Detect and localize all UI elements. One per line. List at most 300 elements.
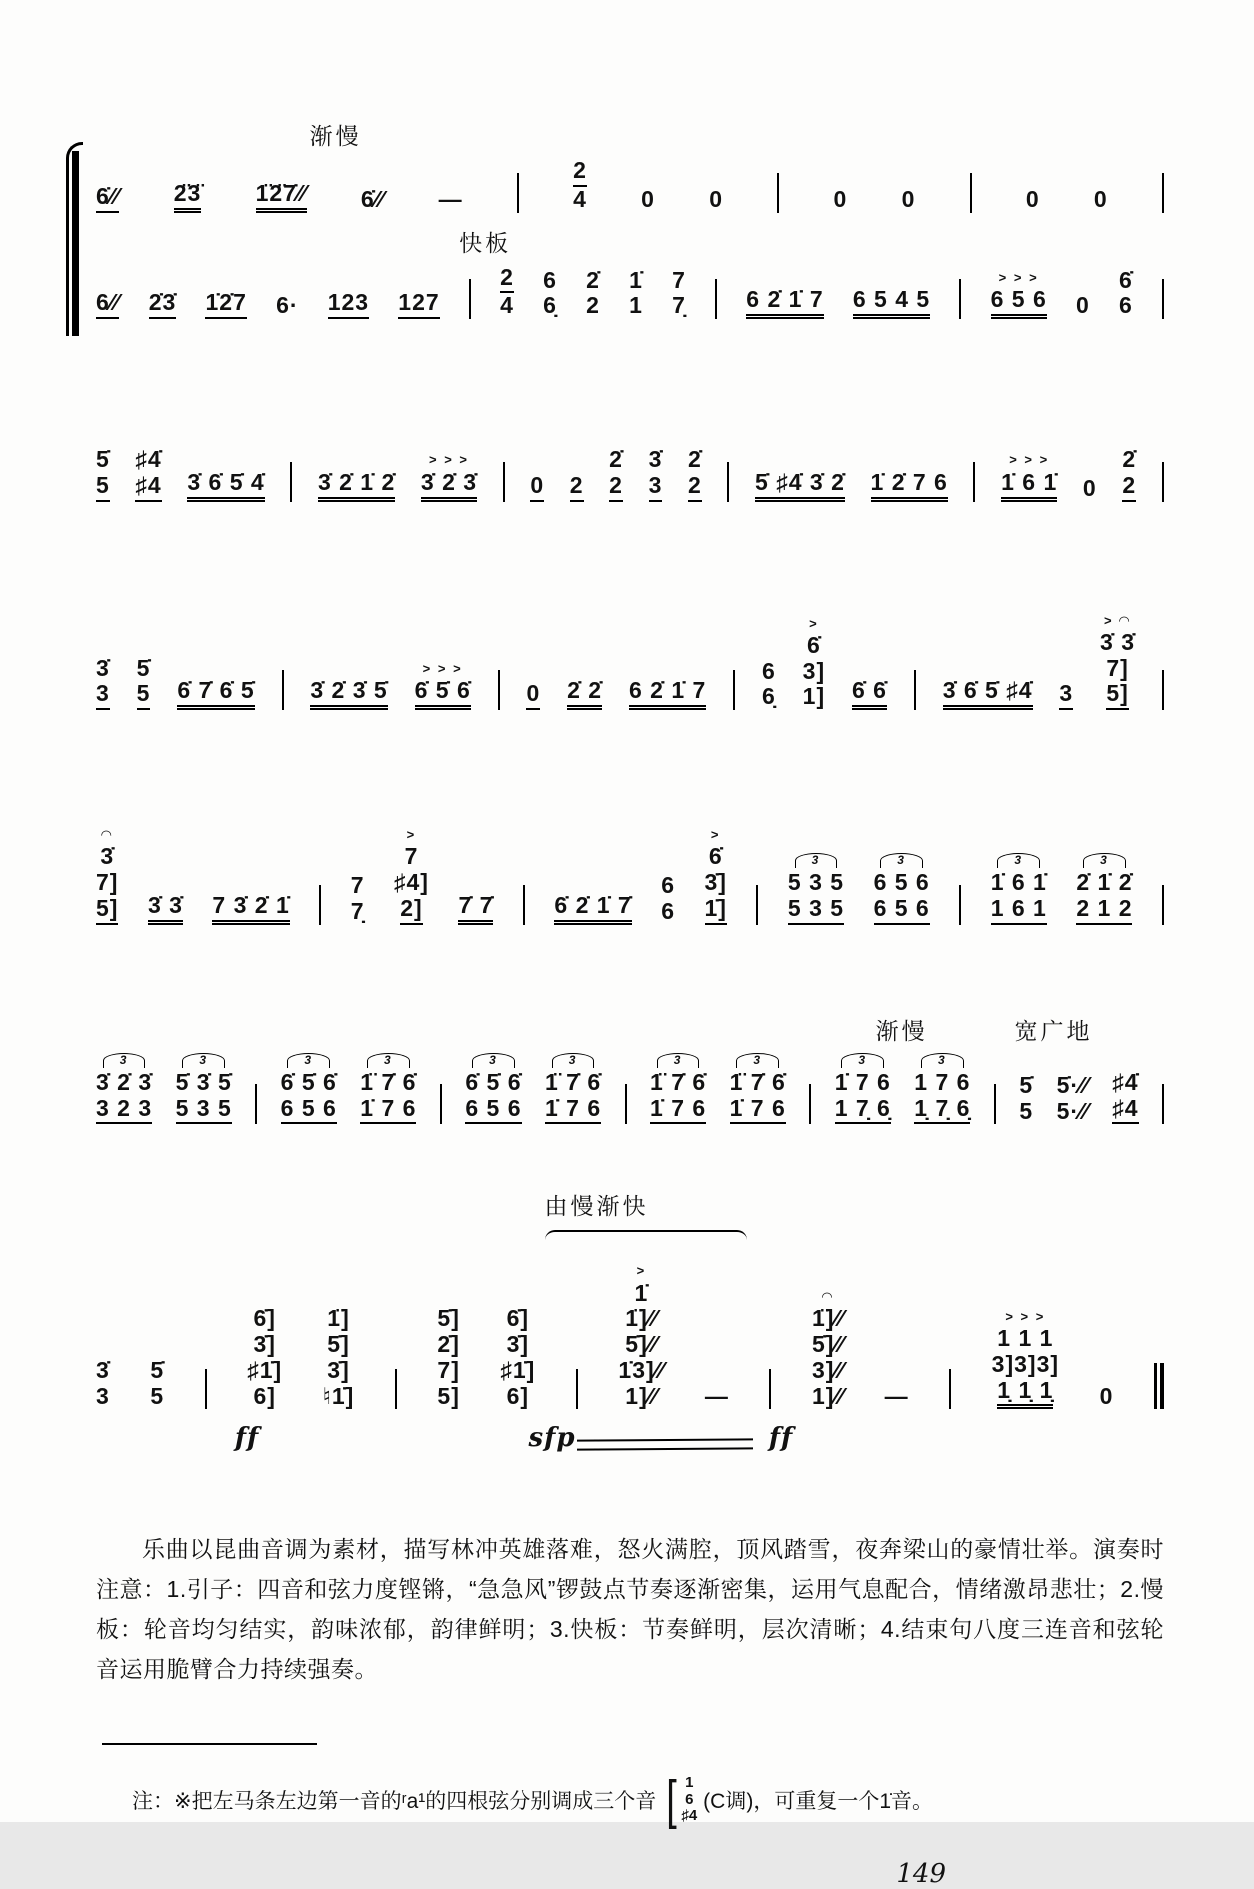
note-line: 5: [137, 681, 151, 710]
footnote-chord-mid: 6: [685, 1790, 694, 1808]
note-token: [465, 1053, 521, 1125]
note-line: 3 2 3: [96, 1096, 152, 1125]
barline: [1162, 670, 1164, 710]
note-token: [328, 290, 369, 319]
note-line: 6 5 6: [991, 287, 1047, 319]
note-line: >: [710, 827, 721, 843]
barline: [1162, 173, 1164, 213]
note-token: [1083, 476, 1097, 502]
note-line: > > >: [998, 269, 1039, 285]
note-line: 3̇ 2̇ 3̇ 5̇: [310, 678, 387, 710]
note-line: 6̇⁄⁄: [96, 184, 119, 213]
note-line: 1̈]⁄⁄: [811, 1305, 845, 1332]
note-line: 6̇]: [253, 1305, 276, 1332]
note-token: [688, 447, 702, 502]
note-line: 6̇: [1118, 266, 1133, 293]
barline: [959, 279, 961, 319]
note-line: 1̇3]⁄⁄: [618, 1356, 665, 1383]
note-line: 3̇ 3̇: [1100, 628, 1136, 655]
tempo-marking: 由慢渐快: [544, 1193, 649, 1220]
note-line: 2 1 2: [1076, 896, 1132, 925]
note-line: 2: [586, 292, 600, 319]
note-line: ♯4: [1112, 1096, 1138, 1125]
note-line: > > >: [428, 452, 469, 468]
note-line: 1̈]: [327, 1305, 350, 1332]
note-line: 2̇ 2̇: [567, 678, 602, 710]
note-token: [361, 187, 384, 213]
note-line: 3̇]: [253, 1331, 276, 1358]
note-line: 0: [526, 681, 540, 710]
note-token: [755, 470, 845, 502]
footnote-rule: [102, 1743, 317, 1745]
note-line: 3̇ 6̇ 5̇ 4̇: [187, 470, 264, 502]
note-line: 5̇]⁄⁄: [625, 1331, 658, 1358]
note-token: [1119, 268, 1133, 320]
note-line: 3: [96, 681, 110, 710]
note-token: [398, 290, 439, 319]
note-line: 6 5 6: [874, 896, 930, 925]
note-token: [803, 617, 825, 711]
note-line: 7̇ 7̇: [458, 893, 493, 925]
staff-row: [96, 229, 1164, 320]
note-token: [1076, 293, 1090, 319]
note-token: [672, 268, 686, 320]
note-token: [526, 681, 540, 710]
note-token: [212, 893, 289, 925]
tempo-marking: 渐慢: [875, 1017, 928, 1044]
note-line: 6⁄⁄: [96, 290, 119, 319]
note-token: [148, 893, 183, 925]
note-line: 1: [629, 292, 643, 319]
note-line: 7̣: [350, 897, 365, 924]
note-line: 7: [672, 266, 686, 293]
note-line: 1̈ 7̇ 6̇: [729, 1068, 786, 1095]
note-token: [205, 290, 246, 319]
barline: [625, 1084, 627, 1124]
barline: [523, 885, 525, 925]
note-token: [788, 853, 844, 925]
note-line: 6̇ 5̇ 6̇: [465, 1068, 522, 1095]
description-paragraph: 乐曲以昆曲音调为素材，描写林冲英雄落难，怒火满腔，顶风踏雪，夜奔梁山的豪情壮举。演奏时注意：1.引子：四音和弦力度铿锵，“急急风”锣鼓点节奏逐渐密集，运用气息配合，情绪激昂悲壮；2.慢板：轮音均匀结实，韵味浓郁，韵律鲜明；3.快板：节奏鲜明，层次清晰；4.结束句八度三连音和弦轮音运用脆臂合力持续强奏。: [96, 1536, 1164, 1683]
note-line: 1̇ 2̇ 7 6: [871, 470, 948, 502]
note-line: 1̇2̇7: [205, 290, 246, 319]
note-line: 6: [661, 872, 676, 899]
note-line: —: [704, 1382, 729, 1409]
note-line: 6]: [253, 1382, 276, 1409]
note-line: 5̇]⁄⁄: [811, 1331, 845, 1358]
footnote-chord: [681, 1775, 697, 1825]
note-line: 5̇ 3̇ 5̇: [175, 1068, 232, 1095]
note-line: ♯4: [135, 473, 161, 502]
note-line: 3: [880, 853, 923, 868]
note-line: 2: [573, 158, 587, 187]
note-token: [96, 1053, 152, 1125]
note-line: 7]: [1106, 654, 1129, 681]
note-token: [1100, 614, 1135, 711]
note-line: 0: [709, 185, 724, 212]
footnote: 注：※把左马条左边第一音的ʳa¹的四根弦分别调成三个音 [ 1 6 ♯4 (C调)，可重复一个1̇音。: [132, 1770, 934, 1831]
note-line: 1̇ 7 6: [650, 1096, 706, 1125]
note-token: [318, 470, 395, 502]
note-token: [835, 1053, 891, 1125]
note-token: [543, 268, 557, 320]
note-line: 3̇ 6̇ 5̇ ♯4̇: [943, 678, 1033, 710]
footnote-suffix: (C调)，可重复一个1̇音。: [703, 1790, 934, 1814]
note-token: [415, 662, 471, 710]
note-line: 1̈ 7̇ 6̇: [360, 1068, 417, 1095]
barline: [517, 173, 519, 213]
note-line: 5̇]: [437, 1305, 460, 1332]
note-token: [730, 1053, 786, 1125]
note-line: >: [406, 827, 417, 843]
note-token: [500, 265, 514, 320]
note-line: 0: [833, 185, 848, 212]
note-line: 5 3 5: [787, 869, 845, 896]
note-line: 3: [657, 1053, 700, 1068]
note-token: [1001, 453, 1057, 501]
note-line: 1̇ 7 6: [730, 1096, 786, 1125]
staff-row: [96, 614, 1164, 711]
note-line: 1̇ 7 6: [834, 1068, 891, 1095]
barline: [395, 1369, 397, 1409]
note-token: [885, 1384, 909, 1410]
note-line: 2: [688, 473, 702, 502]
note-token: [351, 873, 365, 925]
note-line: 7]: [437, 1356, 460, 1383]
note-line: 3: [841, 1053, 884, 1068]
system-4: [96, 828, 1164, 925]
note-token: [96, 656, 110, 711]
note-line: 6̇]: [506, 1305, 530, 1332]
note-line: 3]3]3]: [991, 1350, 1060, 1377]
note-token: [421, 453, 477, 501]
note-line: 3̇ 2̇ 1̇ 2̇: [318, 470, 395, 502]
note-line: 3: [921, 1053, 964, 1068]
system-3: [96, 614, 1164, 711]
note-line: —: [884, 1382, 909, 1409]
note-token: [650, 1053, 706, 1125]
note-line: 5̇]: [327, 1331, 350, 1358]
note-token: [256, 181, 307, 213]
note-line: 3: [997, 853, 1040, 868]
note-line: 3̇: [648, 446, 663, 472]
note-line: 7: [350, 872, 365, 899]
barline: [469, 279, 471, 319]
crescendo-wedge: [577, 1439, 753, 1451]
note-token: [618, 1264, 664, 1409]
dynamic-marking: ff: [768, 1423, 794, 1454]
staff-row: [96, 447, 1164, 502]
note-line: 1]⁄⁄: [625, 1382, 658, 1409]
note-token: [310, 678, 387, 710]
note-line: 1̇]: [705, 896, 727, 925]
note-line: 2̇]: [437, 1331, 460, 1358]
page-number: 149: [896, 1858, 946, 1889]
note-token: [914, 1053, 970, 1125]
barline: [1162, 885, 1164, 925]
final-barline: [1154, 1363, 1164, 1409]
barline: [970, 173, 972, 213]
note-token: [187, 470, 264, 502]
barline: [1162, 279, 1164, 319]
barline: [809, 1084, 811, 1124]
barline: [914, 670, 916, 710]
note-line: 5: [96, 473, 110, 502]
note-line: 6̇: [708, 843, 723, 870]
system-5: [96, 1017, 1164, 1125]
note-line: 1 7 6: [914, 1068, 971, 1095]
note-line: 6 5 6: [465, 1096, 521, 1125]
note-line: 7 3̇ 2̇ 1̇: [212, 893, 289, 925]
note-line: > > >: [1005, 1308, 1046, 1324]
note-line: 2]: [400, 896, 422, 925]
note-line: 1̇ 6 1̇: [990, 869, 1047, 896]
tempo-marking: 宽广地: [1014, 1017, 1093, 1044]
note-token: [135, 447, 161, 502]
barline: [498, 670, 500, 710]
barline: [727, 462, 729, 502]
barline: [319, 885, 321, 925]
barline: [205, 1369, 207, 1409]
barline: [715, 279, 717, 319]
system-brace: [66, 142, 83, 336]
system-2: [96, 447, 1164, 502]
barline: [994, 1084, 996, 1124]
note-line: 1̇ 7 6: [545, 1096, 601, 1125]
note-token: [323, 1306, 355, 1409]
note-line: 1̣ 7̣ 6̣: [914, 1096, 970, 1125]
note-line: 5]: [437, 1382, 460, 1409]
note-line: 0: [1025, 185, 1040, 212]
note-line: 2̇: [609, 446, 623, 472]
note-line: 2̇: [586, 266, 600, 293]
note-line: > ◠: [1103, 612, 1132, 628]
note-token: [276, 293, 298, 319]
note-token: [530, 473, 544, 502]
score: [96, 123, 1164, 1454]
note-line: 127: [398, 290, 439, 319]
note-line: 6̇ 5̇ 6̇: [280, 1068, 337, 1095]
note-line: 1̈]⁄⁄: [625, 1305, 658, 1332]
barline: [255, 1084, 257, 1124]
note-line: 1]⁄⁄: [811, 1382, 845, 1409]
note-line: 6: [661, 897, 676, 924]
note-line: 5]: [1106, 681, 1128, 710]
barline: [973, 462, 975, 502]
system-6: [96, 1193, 1164, 1454]
note-line: ♯1̇]: [500, 1356, 536, 1383]
tempo-marking: 快板: [459, 229, 512, 256]
note-token: [437, 1306, 459, 1409]
barline: [756, 885, 758, 925]
note-line: 5 3 5: [176, 1096, 232, 1125]
note-token: [629, 678, 706, 710]
note-line: 6 5 6: [281, 1096, 337, 1125]
note-token: [96, 290, 119, 319]
dynamic-marking: ff: [234, 1423, 260, 1454]
note-line: 3: [649, 473, 663, 502]
note-line: 1]: [802, 683, 826, 710]
note-line: 0: [530, 473, 544, 502]
staff-row: [96, 1193, 1164, 1409]
note-line: 0: [641, 185, 655, 212]
note-token: [1122, 447, 1136, 502]
note-line: 1̇ 6 1̇: [1001, 470, 1057, 502]
note-token: [281, 1053, 337, 1125]
note-token: [992, 1310, 1059, 1410]
barline: [576, 1369, 578, 1409]
note-line: 3̇: [96, 1356, 110, 1383]
note-line: 3̇]: [506, 1331, 530, 1358]
note-line: 3̇: [100, 843, 115, 870]
note-token: [567, 678, 602, 710]
barline: [503, 462, 505, 502]
note-line: 0: [1075, 292, 1090, 319]
note-line: 3: [103, 1053, 146, 1068]
note-line: 6 5 4 5: [853, 287, 930, 319]
note-line: 6 2̇ 1̇ 7: [629, 678, 706, 710]
note-line: 5]: [96, 896, 118, 925]
note-line: 6]: [506, 1382, 530, 1409]
note-line: 2: [570, 473, 584, 502]
note-token: [360, 1053, 416, 1125]
note-token: [177, 678, 254, 710]
note-line: 6·: [276, 292, 299, 319]
note-line: 5·⁄⁄: [1056, 1097, 1089, 1124]
note-token: [609, 447, 623, 502]
note-line: 5̇ ♯4̇ 3̇ 2̇: [755, 470, 845, 502]
note-line: 4: [500, 292, 514, 319]
note-token: [176, 1053, 232, 1125]
barline: [733, 670, 735, 710]
note-line: 3̇: [96, 654, 110, 681]
note-line: 2̇: [1122, 446, 1137, 472]
note-token: [871, 470, 948, 502]
note-line: 0: [1093, 185, 1108, 212]
note-line: 2: [500, 265, 514, 294]
note-token: [96, 1358, 110, 1410]
note-line: 1 1 1: [997, 1325, 1054, 1352]
note-line: 3: [736, 1053, 779, 1068]
note-line: 0: [901, 185, 916, 212]
note-line: 2: [1122, 473, 1136, 502]
barline: [1162, 462, 1164, 502]
note-token: [709, 187, 723, 213]
note-token: [545, 1053, 601, 1125]
note-token: [500, 1306, 535, 1409]
note-token: [96, 184, 119, 213]
note-line: 1̈ 7̇ 6̇: [650, 1068, 707, 1095]
note-token: [439, 187, 463, 213]
note-line: 2̈3̈: [174, 181, 202, 213]
note-token: [174, 181, 202, 213]
note-line: 1̈ 7̇ 6̇: [544, 1068, 602, 1095]
note-token: [1019, 1073, 1033, 1125]
note-line: 5̇·⁄⁄: [1056, 1071, 1089, 1098]
note-line: 3: [287, 1053, 330, 1068]
note-line: 1̇: [629, 266, 643, 293]
note-token: [705, 828, 727, 925]
note-line: 7]: [96, 869, 119, 896]
barline: [440, 1084, 442, 1124]
page-content: [96, 123, 1164, 1889]
note-token: [586, 268, 600, 320]
note-token: [705, 1384, 729, 1410]
note-line: 3: [96, 1382, 110, 1409]
note-token: [1094, 187, 1108, 213]
note-token: [247, 1306, 282, 1409]
note-line: 6: [762, 657, 776, 684]
barline: [769, 1369, 771, 1409]
note-line: 6̇ 6̇: [852, 678, 887, 710]
note-token: [874, 853, 930, 925]
note-line: 7̣: [672, 292, 686, 319]
note-line: 3: [182, 1053, 225, 1068]
note-line: ◠: [101, 827, 114, 843]
staff-row: [96, 828, 1164, 925]
note-line: 6̣: [543, 292, 557, 319]
note-token: [1112, 1070, 1138, 1125]
note-line: 0: [1099, 1382, 1114, 1409]
barline: [959, 885, 961, 925]
note-token: [991, 853, 1047, 925]
note-line: 3: [1059, 681, 1073, 710]
note-line: ♯4̇: [1112, 1068, 1139, 1095]
note-line: 1̇: [634, 1279, 649, 1306]
note-token: [641, 187, 655, 213]
note-line: 6̇: [807, 631, 821, 658]
note-line: 6: [1118, 292, 1133, 319]
note-line: 6 2̇ 1̇ 7: [746, 287, 823, 319]
staff-row: [96, 123, 1164, 213]
note-line: ◠: [822, 1289, 834, 1305]
barline: [290, 462, 292, 502]
note-token: [1057, 1073, 1089, 1125]
note-line: 7: [404, 843, 419, 870]
tempo-marking: 渐慢: [309, 123, 362, 149]
barline: [777, 173, 779, 213]
note-line: ♮1̇]: [322, 1382, 355, 1409]
note-token: [149, 290, 177, 319]
note-token: [458, 893, 493, 925]
note-token: [852, 678, 887, 710]
note-line: 3: [472, 1053, 515, 1068]
note-line: >: [809, 615, 819, 631]
note-line: 3̇]: [327, 1356, 350, 1383]
note-line: 6: [543, 266, 557, 293]
footnote-chord-top: 1: [685, 1774, 694, 1792]
note-token: [1026, 187, 1040, 213]
note-line: 0: [1082, 474, 1097, 501]
footnote-prefix: 注：※把左马条左边第一音的ʳa¹的四根弦分别调成三个音: [132, 1790, 657, 1814]
note-token: [902, 187, 916, 213]
note-token: [661, 873, 675, 925]
note-line: 2̇: [688, 446, 702, 472]
note-line: 6̇ 2̇ 1̇ 7̇: [554, 893, 631, 925]
note-line: 1 6 1: [991, 896, 1047, 925]
note-token: [629, 268, 643, 320]
note-token: [1076, 853, 1132, 925]
note-line: 6̇⁄⁄: [360, 185, 385, 212]
note-line: 2̇ 1̇ 2̇: [1076, 869, 1133, 896]
note-line: 6̇ 5̇ 6̇: [415, 678, 471, 710]
note-line: 3: [795, 853, 838, 868]
note-token: [573, 158, 587, 213]
note-line: 5: [150, 1382, 165, 1409]
note-token: [746, 287, 823, 319]
barline: [1162, 1084, 1164, 1124]
note-token: [1059, 681, 1073, 710]
